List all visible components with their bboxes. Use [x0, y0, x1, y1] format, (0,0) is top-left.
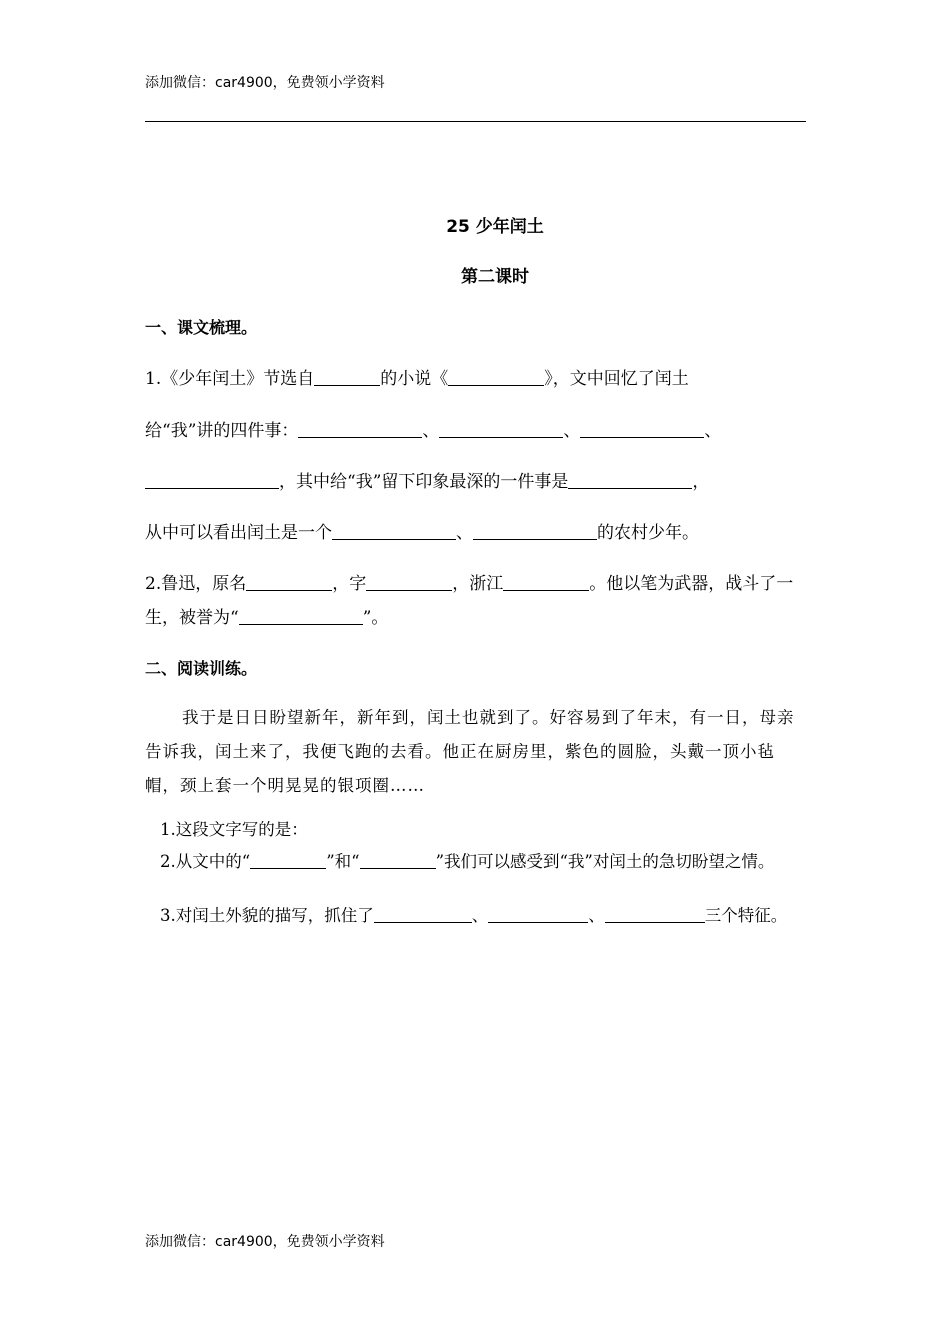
- reading-passage: 我于是日日盼望新年，新年到，闰土也就到了。好容易到了年末，有一日，母亲告诉我，闰土来了，我便飞跑的去看。他正在厨房里，紫色的圆脸，头戴一顶小毡帽，颈上套一个明晃晃的银项圈……: [145, 708, 795, 795]
- answer-blank[interactable]: [448, 368, 544, 386]
- q2-text: 生，被誉为“: [145, 608, 239, 628]
- q-text: 2.从文中的“: [160, 852, 251, 871]
- answer-blank[interactable]: [503, 573, 589, 591]
- page-header: 添加微信：car4900，免费领小学资料: [145, 75, 385, 91]
- answer-blank[interactable]: [239, 607, 363, 625]
- page-footer: 添加微信：car4900，免费领小学资料: [145, 1234, 385, 1250]
- answer-blank[interactable]: [605, 905, 705, 923]
- answer-blank[interactable]: [374, 905, 472, 923]
- q2-text: ，浙江: [452, 574, 504, 594]
- answer-blank[interactable]: [332, 522, 456, 540]
- reading-q2: [145, 851, 808, 872]
- answer-blank[interactable]: [366, 573, 452, 591]
- separator: 、: [704, 421, 722, 441]
- q-text: 、: [588, 906, 605, 925]
- q-text: 、: [471, 906, 489, 925]
- answer-blank[interactable]: [473, 522, 597, 540]
- reading-q1: 1.这段文字写的是：: [160, 820, 308, 839]
- q1-line-4: [145, 518, 699, 543]
- q2-text: 2.鲁迅，原名: [145, 574, 247, 594]
- section-heading-2: 二、阅读训练。: [145, 659, 258, 678]
- q1-text: 给“我”讲的四件事：: [145, 421, 299, 441]
- q1-text: 的小说《: [380, 369, 449, 389]
- q2-text: ，字: [332, 574, 367, 594]
- q1-text: ，其中给“我”留下印象最深的一件事是: [279, 472, 569, 492]
- answer-blank[interactable]: [298, 420, 422, 438]
- answer-blank[interactable]: [568, 471, 692, 489]
- q2-text: 。他以笔为武器，战斗了一: [589, 574, 794, 594]
- q1-line-2: [145, 416, 721, 441]
- q1-text: ，: [692, 472, 710, 492]
- q-text: 三个特征。: [704, 906, 788, 925]
- reading-q3: [145, 905, 808, 926]
- separator: 、: [563, 421, 581, 441]
- section-heading-1: 一、课文梳理。: [145, 318, 258, 337]
- header-divider: [145, 121, 806, 122]
- answer-blank[interactable]: [246, 573, 332, 591]
- separator: 、: [456, 523, 473, 543]
- q-text: 3.对闰土外貌的描写，抓住了: [160, 906, 374, 925]
- answer-blank[interactable]: [314, 368, 380, 386]
- lesson-subtitle: 第二课时: [461, 267, 529, 287]
- q1-text: 》，文中回忆了闰土: [544, 369, 689, 389]
- q1-text: 的农村少年。: [597, 523, 699, 543]
- q2-text: ”。: [362, 608, 389, 628]
- answer-blank[interactable]: [488, 905, 588, 923]
- lesson-title: 25 少年闰土: [446, 217, 544, 237]
- q-text: ”和“: [326, 852, 360, 871]
- answer-blank[interactable]: [250, 851, 326, 869]
- q-text: ”我们可以感受到“我”对闰土的急切盼望之情。: [435, 852, 775, 871]
- answer-blank[interactable]: [439, 420, 563, 438]
- separator: 、: [422, 421, 440, 441]
- answer-blank[interactable]: [580, 420, 704, 438]
- q1-line-1: [145, 364, 689, 389]
- q1-line-3: [145, 467, 709, 492]
- q2-line-2: [145, 603, 388, 628]
- q2-line-1: [145, 569, 793, 594]
- answer-blank[interactable]: [360, 851, 436, 869]
- q1-text: 从中可以看出闰土是一个: [145, 523, 332, 543]
- q1-text: 1.《少年闰土》节选自: [145, 369, 315, 389]
- answer-blank[interactable]: [145, 471, 279, 489]
